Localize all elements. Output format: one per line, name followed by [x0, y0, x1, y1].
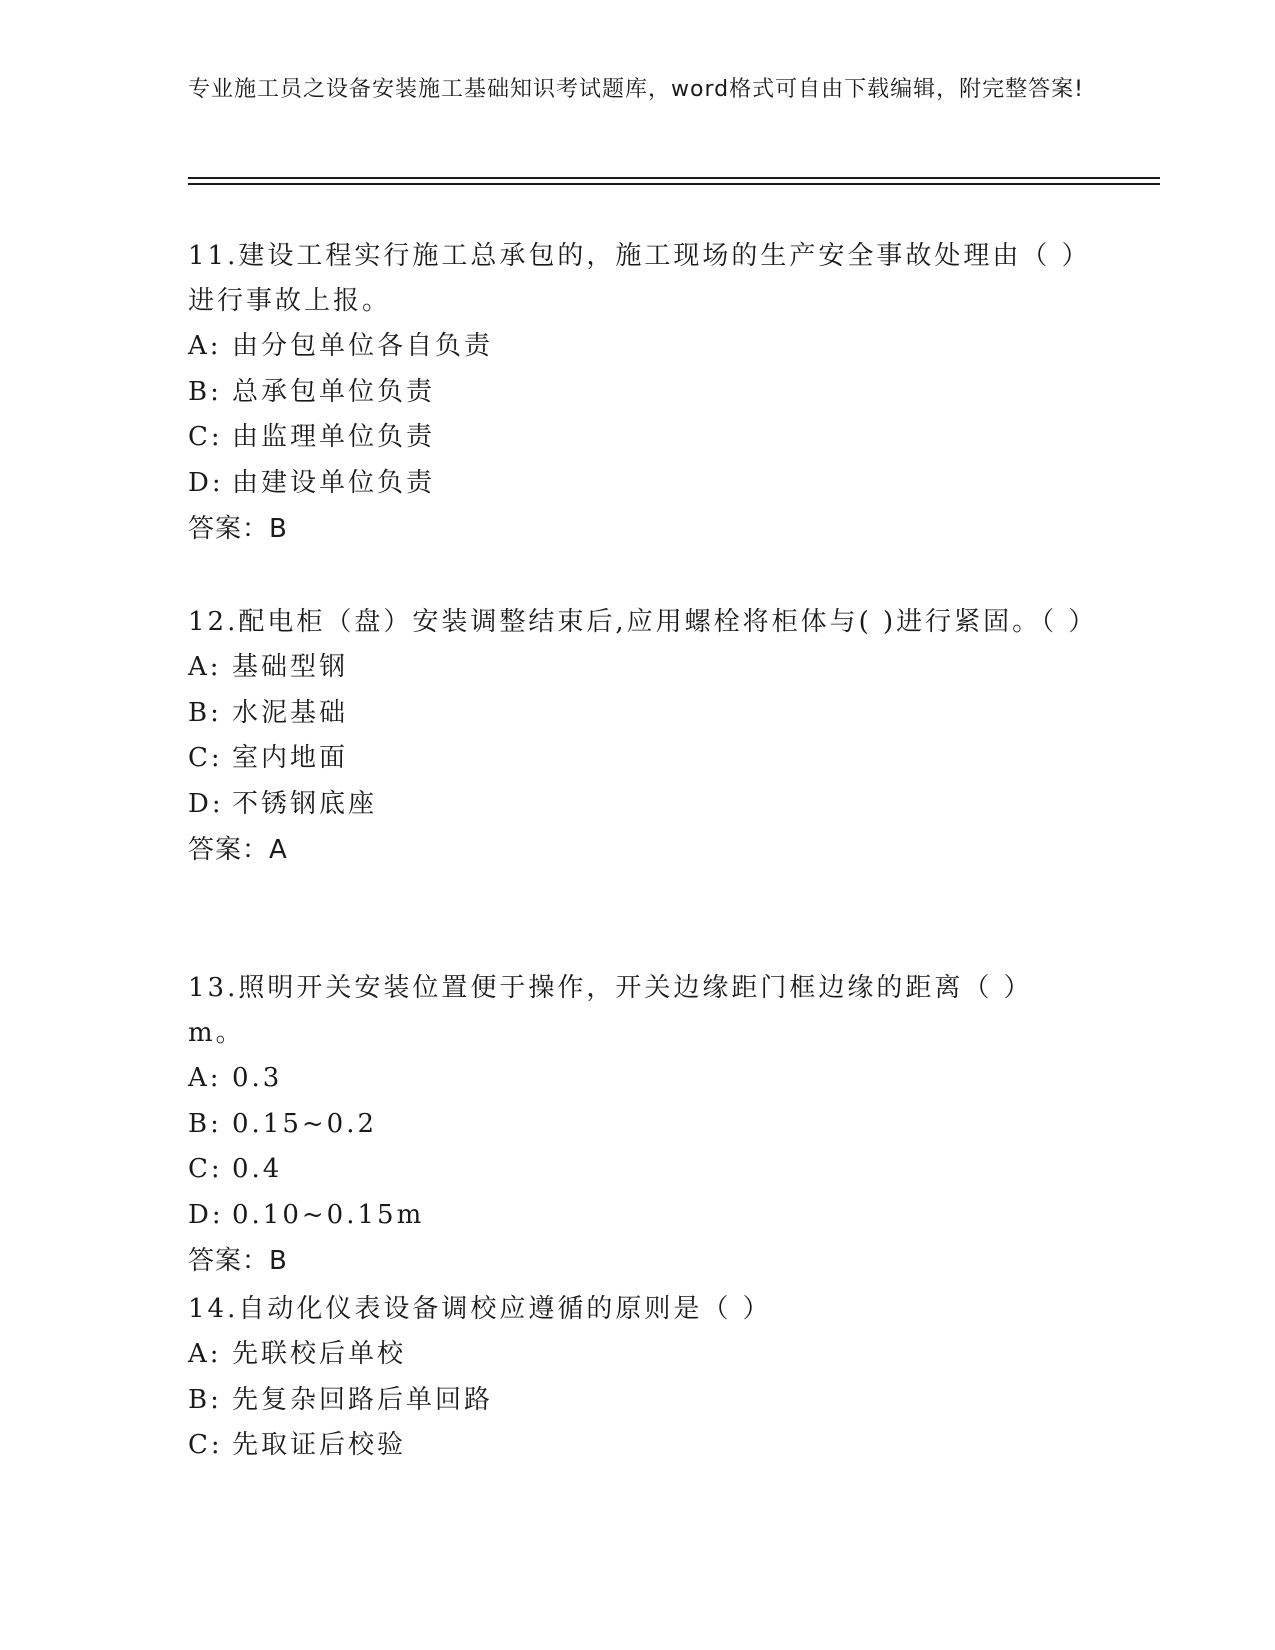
option-text: 不锈钢底座	[232, 788, 378, 819]
option-letter: B:	[188, 697, 222, 728]
question-14	[188, 1287, 1088, 1469]
option-b	[188, 370, 1088, 416]
option-text: 0.10~0.15m	[232, 1199, 425, 1230]
option-text: 0.4	[232, 1154, 283, 1184]
option-letter: C:	[188, 1154, 223, 1184]
option-d	[188, 782, 1088, 828]
option-text: 室内地面	[232, 743, 349, 773]
option-letter: C:	[188, 422, 223, 452]
option-text: 总承包单位负责	[232, 376, 436, 407]
option-a	[188, 1056, 1088, 1102]
option-text: 基础型钢	[232, 652, 349, 682]
option-text: 由建设单位负责	[232, 467, 436, 498]
option-letter: D:	[188, 788, 224, 819]
option-letter: A:	[188, 331, 222, 361]
option-text: 0.3	[232, 1063, 283, 1093]
option-text: 由监理单位负责	[232, 422, 436, 452]
question-stem: 12.配电柜（盘）安装调整结束后,应用螺栓将柜体与( )进行紧固。（ ）	[188, 607, 1098, 637]
question-13	[188, 966, 1088, 1284]
option-d	[188, 1193, 1088, 1239]
question-12	[188, 600, 1098, 873]
document-header: 专业施工员之设备安装施工基础知识考试题库，word格式可自由下载编辑，附完整答案!	[188, 77, 1084, 102]
option-letter: A:	[188, 652, 222, 682]
header-divider-top	[188, 177, 1160, 179]
question-11	[188, 234, 1088, 552]
answer-line: 答案：B	[188, 514, 288, 544]
option-letter: B:	[188, 376, 222, 407]
option-letter: C:	[188, 1430, 223, 1460]
option-text: 先联校后单校	[232, 1339, 407, 1369]
option-a	[188, 324, 1088, 370]
question-stem: 13.照明开关安装位置便于操作，开关边缘距门框边缘的距离（ ）m。	[188, 973, 1033, 1048]
option-letter: B:	[188, 1384, 222, 1415]
option-letter: D:	[188, 1199, 224, 1230]
option-c	[188, 415, 1088, 461]
option-letter: B:	[188, 1108, 222, 1139]
option-text: 由分包单位各自负责	[232, 331, 494, 361]
answer-line: 答案：A	[188, 835, 288, 865]
option-b	[188, 1102, 1088, 1148]
option-text: 先取证后校验	[232, 1430, 407, 1460]
question-stem: 11.建设工程实行施工总承包的，施工现场的生产安全事故处理由（ ）进行事故上报。	[188, 241, 1078, 316]
option-c	[188, 736, 1088, 782]
option-text: 先复杂回路后单回路	[232, 1384, 494, 1415]
option-letter: A:	[188, 1339, 222, 1369]
header-divider-bottom	[188, 183, 1160, 185]
option-letter: A:	[188, 1063, 222, 1093]
option-letter: D:	[188, 467, 224, 498]
option-c	[188, 1423, 1088, 1469]
question-stem: 14.自动化仪表设备调校应遵循的原则是（ ）	[188, 1294, 772, 1324]
option-text: 0.15~0.2	[232, 1108, 378, 1139]
option-text: 水泥基础	[232, 697, 349, 728]
answer-line: 答案：B	[188, 1246, 288, 1276]
option-letter: C:	[188, 743, 223, 773]
option-d	[188, 461, 1088, 507]
option-a	[188, 645, 1088, 691]
option-c	[188, 1147, 1088, 1193]
option-a	[188, 1332, 1088, 1378]
option-b	[188, 691, 1088, 737]
option-b	[188, 1378, 1088, 1424]
